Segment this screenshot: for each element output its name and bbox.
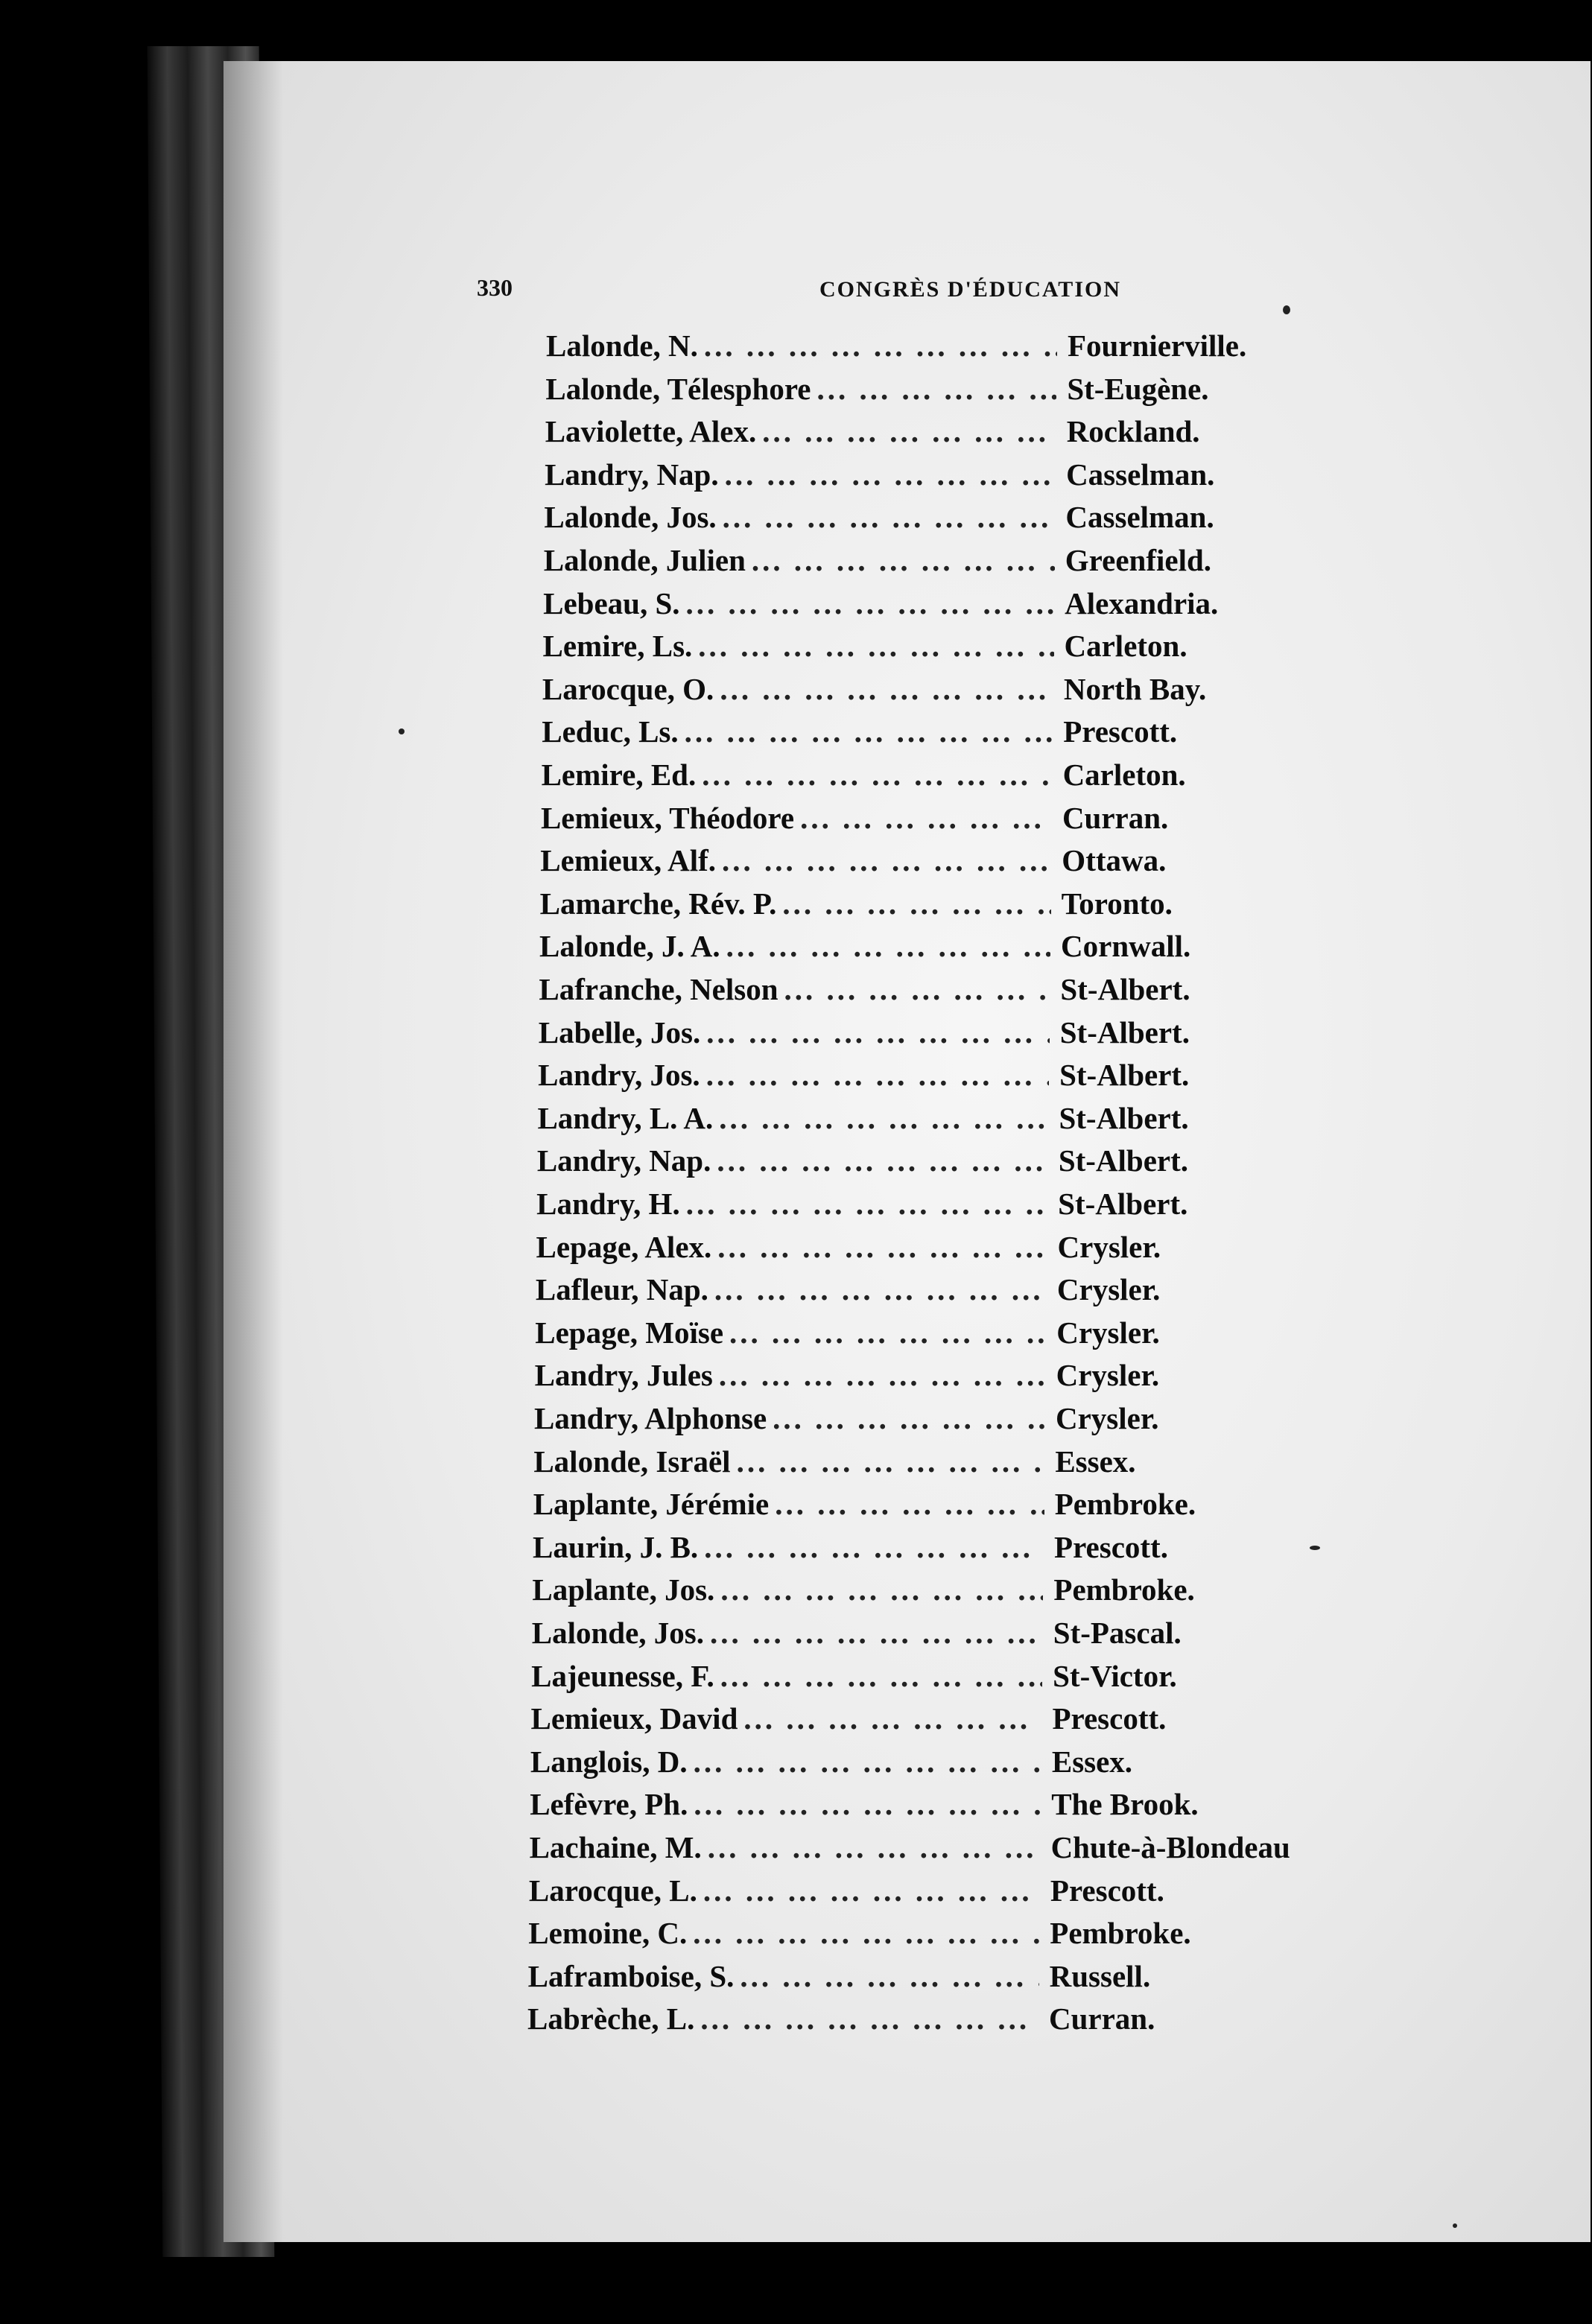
entry-place: Crysler.: [1057, 1229, 1161, 1264]
entry-name: Lalonde, Jos.: [544, 500, 717, 535]
entry-name: Landry, H.: [536, 1187, 680, 1221]
entry-place: Essex.: [1051, 1744, 1133, 1779]
entry-name: Lalonde, Julien: [543, 543, 746, 577]
list-item: [543, 585, 1363, 627]
list-item: [536, 1186, 1356, 1228]
list-item: [530, 1829, 1349, 1871]
list-item: [545, 457, 1364, 498]
dot-leader: [726, 928, 1050, 964]
entry-name: Landry, Nap.: [536, 1143, 711, 1178]
entry-place: Crysler.: [1056, 1272, 1161, 1307]
dot-leader: [717, 1143, 1047, 1178]
dot-leader: [698, 628, 1053, 664]
entry-name: Landry, Alphonse: [533, 1401, 767, 1435]
dot-leader: [784, 971, 1050, 1007]
list-item: [528, 1958, 1348, 2000]
entry-place: Chute-à-Blondeau: [1050, 1830, 1290, 1864]
dot-leader: [702, 757, 1052, 793]
list-item: [528, 1915, 1348, 1957]
list-item: [530, 1701, 1350, 1742]
dot-leader: [686, 585, 1055, 621]
dot-leader: [773, 1400, 1045, 1436]
entry-name: Lemoine, C.: [528, 1916, 688, 1951]
list-item: [543, 628, 1363, 670]
dust-speck: [1310, 1546, 1320, 1550]
list-item: [538, 1057, 1357, 1099]
entry-name: Lafranche, Nelson: [539, 972, 778, 1006]
list-item: [544, 542, 1363, 584]
list-item: [532, 1572, 1351, 1613]
entry-name: Landry, Jos.: [538, 1058, 700, 1093]
dot-leader: [694, 1744, 1041, 1779]
dot-leader: [752, 542, 1055, 578]
list-item: [531, 1658, 1351, 1700]
entry-name: Larocque, O.: [542, 671, 714, 706]
entry-place: Fournierville.: [1068, 328, 1247, 363]
list-item: [537, 1100, 1357, 1142]
list-item: [530, 1786, 1349, 1828]
list-item: [539, 1015, 1358, 1056]
entry-place: Ottawa.: [1062, 843, 1167, 878]
entry-place: Prescott.: [1063, 714, 1178, 749]
entry-name: Langlois, D.: [530, 1744, 688, 1779]
entry-name: Lafleur, Nap.: [535, 1272, 708, 1307]
entry-name: Lefèvre, Ph.: [530, 1787, 688, 1822]
dot-leader: [725, 457, 1056, 492]
dot-leader: [704, 1529, 1044, 1565]
dot-leader: [720, 671, 1053, 707]
entry-name: Lemieux, David: [530, 1701, 738, 1736]
list-item: [536, 1229, 1356, 1271]
entry-place: Russell.: [1049, 1958, 1151, 1993]
entry-place: Pembroke.: [1053, 1572, 1195, 1607]
entry-name: Leduc, Ls.: [542, 714, 679, 749]
dot-leader: [706, 1057, 1049, 1093]
list-item: [536, 1271, 1355, 1313]
entry-place: Alexandria.: [1065, 585, 1219, 620]
dot-leader: [710, 1615, 1043, 1651]
entry-place: St-Albert.: [1060, 972, 1190, 1006]
list-item: [542, 714, 1361, 755]
dot-leader: [729, 1315, 1046, 1350]
dot-leader: [685, 714, 1053, 749]
dust-speck: [1283, 305, 1290, 314]
entry-place: North Bay.: [1063, 671, 1207, 706]
list-item: [535, 1315, 1354, 1356]
list-item: [542, 671, 1362, 713]
list-item: [545, 413, 1365, 455]
dot-leader: [693, 1915, 1039, 1951]
entry-place: St-Albert.: [1058, 1143, 1189, 1178]
entry-name: Landry, Jules: [534, 1358, 713, 1393]
entry-place: St-Eugène.: [1067, 371, 1209, 406]
entry-place: Carleton.: [1064, 629, 1187, 664]
entry-place: Casselman.: [1065, 500, 1214, 535]
entry-place: The Brook.: [1051, 1787, 1199, 1822]
entry-name: Laurin, J. B.: [533, 1529, 699, 1564]
entry-name: Laframboise, S.: [527, 1958, 735, 1993]
dot-leader: [717, 1229, 1047, 1265]
entry-place: Pembroke.: [1054, 1487, 1196, 1522]
entry-name: Lachaine, M.: [529, 1830, 702, 1864]
entry-place: Greenfield.: [1065, 543, 1212, 577]
entry-place: St-Albert.: [1059, 1100, 1189, 1135]
entry-place: Crysler.: [1056, 1358, 1160, 1393]
entry-place: Prescott.: [1050, 1873, 1164, 1908]
list-item: [534, 1400, 1354, 1442]
page-number: 330: [477, 274, 513, 301]
dust-speck: [399, 728, 405, 734]
entry-place: St-Albert.: [1059, 1015, 1190, 1050]
entry-place: St-Pascal.: [1053, 1616, 1182, 1650]
entry-name: Lemire, Ed.: [541, 758, 697, 792]
dot-leader: [723, 499, 1056, 535]
entry-name: Laplante, Jos.: [532, 1572, 715, 1607]
dot-leader: [740, 1958, 1038, 1994]
dot-leader: [800, 800, 1052, 836]
dot-leader: [703, 1873, 1040, 1908]
entry-name: Lepage, Alex.: [536, 1229, 712, 1264]
list-item: [540, 886, 1360, 927]
list-item: [532, 1615, 1351, 1657]
list-item: [546, 328, 1366, 369]
entry-name: Lepage, Moïse: [535, 1315, 724, 1350]
entry-place: Essex.: [1055, 1444, 1136, 1479]
entry-place: Prescott.: [1052, 1701, 1167, 1736]
dot-leader: [782, 886, 1050, 921]
entry-name: Lemire, Ls.: [542, 629, 693, 664]
dot-leader: [714, 1271, 1047, 1307]
entry-name: Lemieux, Alf.: [540, 843, 717, 878]
dot-leader: [706, 1015, 1049, 1050]
dot-leader: [700, 2001, 1038, 2036]
entry-place: St-Albert.: [1059, 1058, 1190, 1093]
dot-leader: [720, 1572, 1043, 1607]
entry-place: Prescott.: [1054, 1529, 1168, 1564]
dot-leader: [743, 1701, 1041, 1736]
dot-leader: [720, 1658, 1042, 1694]
dot-leader: [722, 842, 1051, 878]
entry-place: Cornwall.: [1061, 929, 1191, 964]
entry-name: Landry, L. A.: [537, 1100, 714, 1135]
list-item: [533, 1529, 1352, 1571]
entry-place: Curran.: [1062, 800, 1169, 835]
entry-name: Lamarche, Rév. P.: [539, 886, 777, 921]
entry-name: Lalonde, N.: [546, 328, 698, 363]
entry-place: St-Albert.: [1058, 1187, 1188, 1221]
entry-name: Lalonde, J. A.: [539, 929, 720, 964]
list-item: [539, 971, 1358, 1013]
dot-leader: [719, 1100, 1048, 1136]
entry-name: Lebeau, S.: [543, 585, 680, 620]
entry-place: St-Victor.: [1053, 1658, 1177, 1693]
entry-place: Curran.: [1049, 2001, 1155, 2036]
dot-leader: [694, 1786, 1041, 1822]
list-item: [537, 1143, 1357, 1184]
dot-leader: [704, 328, 1057, 363]
entry-name: Labrèche, L.: [527, 2001, 695, 2036]
entry-name: Labelle, Jos.: [538, 1015, 701, 1050]
list-item: [539, 928, 1359, 970]
entry-place: Casselman.: [1066, 457, 1215, 492]
dot-leader: [719, 1357, 1046, 1393]
list-item: [540, 842, 1360, 884]
list-item: [545, 371, 1365, 413]
entry-name: Landry, Nap.: [545, 457, 719, 492]
running-title: CONGRÈS D'ÉDUCATION: [819, 277, 1121, 302]
list-item: [529, 1873, 1348, 1914]
entry-name: Laviolette, Alex.: [545, 414, 757, 449]
dot-leader: [775, 1486, 1044, 1522]
entry-place: Carleton.: [1062, 758, 1186, 792]
list-item: [530, 1744, 1350, 1785]
entry-name: Lajeunesse, F.: [531, 1658, 714, 1693]
entry-name: Lalonde, Israël: [533, 1444, 731, 1479]
entry-place: Pembroke.: [1050, 1916, 1191, 1951]
list-item: [533, 1444, 1353, 1485]
list-item: [535, 1357, 1354, 1399]
entry-name: Lemieux, Théodore: [540, 800, 795, 835]
entry-name: Lalonde, Télesphore: [545, 371, 811, 406]
dot-leader: [737, 1444, 1045, 1479]
entry-name: Lalonde, Jos.: [531, 1616, 705, 1650]
dust-speck: [1453, 2223, 1457, 2228]
list-item: [542, 757, 1361, 799]
entry-place: Toronto.: [1061, 886, 1173, 921]
dot-leader: [686, 1186, 1047, 1222]
entry-name: Laplante, Jérémie: [533, 1487, 770, 1522]
entry-place: Rockland.: [1066, 414, 1200, 449]
dot-leader: [817, 371, 1057, 407]
dot-leader: [708, 1829, 1041, 1865]
list-item: [541, 800, 1360, 842]
list-item: [533, 1486, 1353, 1528]
entry-place: Crysler.: [1055, 1401, 1159, 1435]
list-item: [544, 499, 1363, 541]
dot-leader: [762, 413, 1056, 449]
list-item: [527, 2001, 1347, 2042]
entry-name: Larocque, L.: [528, 1873, 697, 1908]
entry-place: Crysler.: [1056, 1315, 1160, 1350]
